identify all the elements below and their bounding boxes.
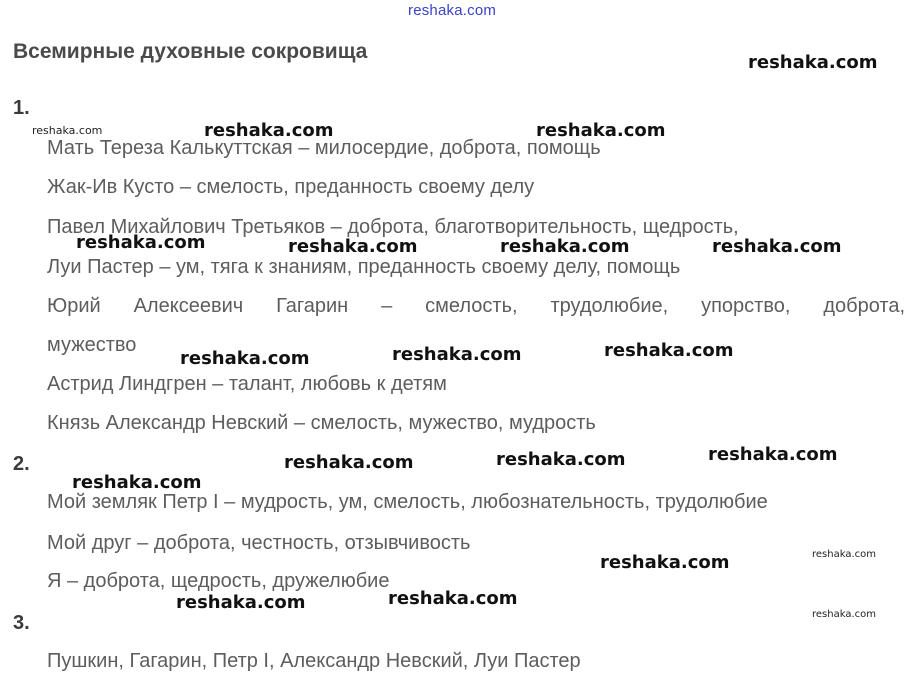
watermark: reshaka.com	[76, 232, 206, 253]
list-item: мужество	[47, 334, 137, 356]
section-number-1: 1.	[13, 97, 30, 119]
watermark: reshaka.com	[284, 452, 414, 473]
list-item: Князь Александр Невский – смелость, мужество, мудрость	[47, 412, 596, 434]
watermark: reshaka.com	[388, 588, 518, 609]
list-item: Юрий Алексеевич Гагарин – смелость, трудолюбие, упорство, доброта,	[47, 295, 905, 317]
watermark: reshaka.com	[392, 344, 522, 365]
list-item: Пушкин, Гагарин, Петр I, Александр Невский, Луи Пастер	[47, 650, 581, 672]
watermark: reshaka.com	[496, 449, 626, 470]
watermark: reshaka.com	[288, 236, 418, 257]
watermark: reshaka.com	[500, 236, 630, 257]
list-item: Мой земляк Петр I – мудрость, ум, смелость, любознательность, трудолюбие	[47, 491, 768, 513]
list-item: Жак-Ив Кусто – смелость, преданность своему делу	[47, 176, 535, 198]
watermark: reshaka.com	[536, 120, 666, 141]
watermark: reshaka.com	[708, 444, 838, 465]
watermark: reshaka.com	[32, 124, 103, 137]
watermark: reshaka.com	[72, 472, 202, 493]
list-item: Луи Пастер – ум, тяга к знаниям, преданность своему делу, помощь	[47, 256, 681, 278]
watermark: reshaka.com	[204, 120, 334, 141]
list-item: Мать Тереза Калькуттская – милосердие, доброта, помощь	[47, 137, 601, 159]
section-number-2: 2.	[13, 453, 30, 475]
watermark: reshaka.com	[180, 348, 310, 369]
section-number-3: 3.	[13, 612, 30, 634]
list-item: Астрид Линдгрен – талант, любовь к детям	[47, 373, 447, 395]
watermark: reshaka.com	[748, 52, 878, 73]
top-watermark: reshaka.com	[408, 2, 497, 19]
watermark: reshaka.com	[600, 552, 730, 573]
watermark: reshaka.com	[604, 340, 734, 361]
watermark: reshaka.com	[812, 609, 876, 620]
page-title: Всемирные духовные сокровища	[13, 40, 368, 63]
list-item: Павел Михайлович Третьяков – доброта, благотворительность, щедрость,	[47, 216, 739, 238]
list-item: Я – доброта, щедрость, дружелюбие	[47, 570, 390, 592]
list-item: Мой друг – доброта, честность, отзывчивость	[47, 532, 471, 554]
watermark: reshaka.com	[176, 592, 306, 613]
watermark: reshaka.com	[712, 236, 842, 257]
watermark: reshaka.com	[812, 549, 876, 560]
